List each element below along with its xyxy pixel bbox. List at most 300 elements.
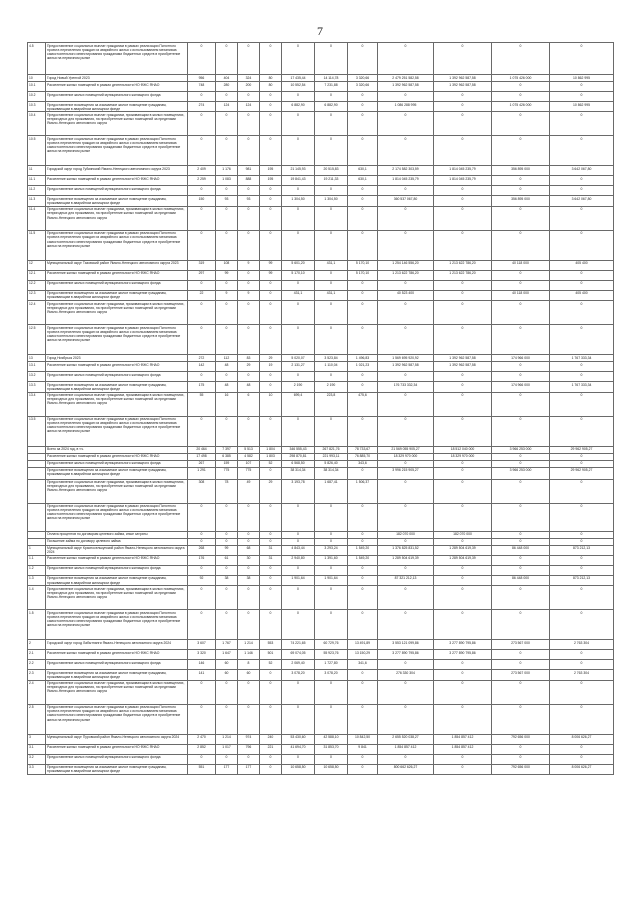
value-cell: 19 211,33 xyxy=(315,176,348,186)
value-cell: 0 xyxy=(260,680,282,704)
value-cell: 0 xyxy=(434,186,492,196)
value-cell: 0 xyxy=(378,460,434,467)
value-cell: 1 086 288 995 xyxy=(378,102,434,112)
value-cell: 0 xyxy=(348,372,378,382)
value-cell: 20 464 xyxy=(188,446,216,453)
value-cell: 630,1 xyxy=(348,166,378,176)
value-cell: 1 803 xyxy=(260,453,282,460)
table-row xyxy=(28,531,614,538)
value-cell: 0 xyxy=(550,416,614,446)
value-cell: 0 xyxy=(378,660,434,670)
value-cell: 1 814 045 235,79 xyxy=(378,176,434,186)
row-number-cell: 13.5 xyxy=(28,416,46,446)
value-cell: 0 xyxy=(434,206,492,230)
value-cell: 0 xyxy=(315,206,348,230)
value-cell: 0 xyxy=(188,186,216,196)
value-cell: 0 xyxy=(348,538,378,545)
value-cell: 5 601,20 xyxy=(282,260,315,270)
row-number-cell: 10.3 xyxy=(28,102,46,112)
value-cell: 0 xyxy=(492,112,550,136)
value-cell: 6 xyxy=(238,392,260,416)
value-cell: 124 xyxy=(216,102,238,112)
value-cell: 1 392 962 587,58 xyxy=(434,82,492,92)
value-cell: 93 xyxy=(216,196,238,206)
row-number-cell: 10.2 xyxy=(28,92,46,102)
value-cell: 0 xyxy=(188,230,216,260)
value-cell: 0 xyxy=(434,290,492,300)
value-cell: 159 xyxy=(216,460,238,467)
value-cell: 10 xyxy=(260,392,282,416)
value-cell: 0 xyxy=(378,704,434,734)
row-label-cell: Город Ноябрьск 2023 xyxy=(46,355,188,362)
value-cell: 0 xyxy=(315,325,348,355)
value-cell: 0 xyxy=(238,704,260,734)
value-cell: 0 xyxy=(492,503,550,531)
table-row xyxy=(28,43,614,75)
value-cell: 0 xyxy=(238,186,260,196)
value-cell: 0 xyxy=(434,503,492,531)
row-number-cell: 11 xyxy=(28,166,46,176)
value-cell: 431,1 xyxy=(282,290,315,300)
value-cell: 13 150,29 xyxy=(348,650,378,660)
value-cell: 1 496,83 xyxy=(348,355,378,362)
value-cell: 0 xyxy=(550,230,614,260)
value-cell: 0 xyxy=(315,136,348,166)
value-cell: 21 569 055 905,27 xyxy=(378,446,434,453)
value-cell: 0 xyxy=(348,196,378,206)
value-cell: 1 814 045 235,79 xyxy=(434,166,492,176)
value-cell: 9 xyxy=(238,260,260,270)
value-cell: 0 xyxy=(550,372,614,382)
value-cell: 6 568,50 xyxy=(282,460,315,467)
value-cell: 1 391,60 xyxy=(315,555,348,565)
value-cell: 0 xyxy=(282,610,315,640)
value-cell: 0 xyxy=(216,754,238,764)
value-cell: 7 397 xyxy=(216,446,238,453)
table-row xyxy=(28,565,614,575)
value-cell: 0 xyxy=(260,280,282,290)
value-cell: 0 xyxy=(216,230,238,260)
row-number-cell: 10 xyxy=(28,75,46,82)
value-cell: 0 xyxy=(348,43,378,75)
value-cell: 3 642 067,80 xyxy=(550,196,614,206)
value-cell: 343,6 xyxy=(348,460,378,467)
value-cell: 0 xyxy=(216,503,238,531)
table-row xyxy=(28,538,614,545)
value-cell: 17 498 xyxy=(188,453,216,460)
value-cell: 1 304,50 xyxy=(315,196,348,206)
value-cell: 5 170,10 xyxy=(348,270,378,280)
table-row xyxy=(28,325,614,355)
value-cell: 0 xyxy=(216,531,238,538)
value-cell: 29 xyxy=(238,362,260,372)
value-cell: 0 xyxy=(550,586,614,610)
value-cell: 1 767 333,34 xyxy=(550,355,614,362)
value-cell: 1 289 504 619,39 xyxy=(434,555,492,565)
value-cell: 1 767 333,34 xyxy=(550,382,614,392)
value-cell: 182 070 000 xyxy=(378,531,434,538)
value-cell: 1 901,64 xyxy=(282,575,315,585)
row-number-cell xyxy=(28,479,46,503)
value-cell: 175 xyxy=(188,382,216,392)
value-cell: 87 321 212,13 xyxy=(378,575,434,585)
value-cell: 356 895 000 xyxy=(492,166,550,176)
value-cell: 0 xyxy=(492,704,550,734)
table-row xyxy=(28,270,614,280)
table-row xyxy=(28,575,614,585)
value-cell: 176 733 332,34 xyxy=(378,382,434,392)
value-cell: 3 607 xyxy=(188,640,216,650)
value-cell: 3 966 253 000 xyxy=(492,467,550,479)
row-label-cell: Предоставление возмещения за изымаемое жилое помещение гражданам, проживающим в аварийном жилищном фонде xyxy=(46,764,188,774)
value-cell: 273 567 000 xyxy=(492,640,550,650)
row-label-cell: Предоставление возмещения за изымаемое жилое помещение гражданам, проживающим в аварийном жилищном фонде xyxy=(46,575,188,585)
value-cell: 0 xyxy=(550,565,614,575)
value-cell: 431,1 xyxy=(315,260,348,270)
value-cell: 0 xyxy=(492,136,550,166)
value-cell: 0 xyxy=(550,503,614,531)
row-label-cell: Предоставление возмещения за изымаемое жилое помещение гражданам, проживающим в аварийном жилищном фонде xyxy=(46,670,188,680)
value-cell: 272 xyxy=(188,355,216,362)
value-cell: 40 523 400 xyxy=(378,290,434,300)
value-cell: 0 xyxy=(348,754,378,764)
value-cell: 0 xyxy=(315,416,348,446)
value-cell: 0 xyxy=(550,270,614,280)
value-cell: 19 xyxy=(260,362,282,372)
table-row xyxy=(28,92,614,102)
table-row xyxy=(28,640,614,650)
value-cell: 551 xyxy=(188,764,216,774)
value-cell: 99 xyxy=(216,545,238,555)
value-cell: 0 xyxy=(492,680,550,704)
value-cell: 0 xyxy=(260,586,282,610)
value-cell: 0 xyxy=(550,325,614,355)
row-number-cell xyxy=(28,467,46,479)
table-row xyxy=(28,166,614,176)
value-cell: 273 567 000 xyxy=(492,670,550,680)
value-cell: 99 xyxy=(260,260,282,270)
value-cell: 10 842,50 xyxy=(348,734,378,744)
value-cell: 6 385 xyxy=(216,453,238,460)
value-cell: 83 xyxy=(238,355,260,362)
value-cell: 13 491,89 xyxy=(348,640,378,650)
value-cell: 146 xyxy=(188,660,216,670)
row-number-cell: 13.4 xyxy=(28,392,46,416)
value-cell: 0 xyxy=(550,744,614,754)
value-cell: 2 655 520 038,27 xyxy=(378,734,434,744)
value-cell: 42 588,10 xyxy=(315,734,348,744)
table-row xyxy=(28,460,614,467)
value-cell: 221 993,11 xyxy=(315,453,348,460)
value-cell: 0 xyxy=(260,565,282,575)
value-cell: 0 xyxy=(315,43,348,75)
value-cell: 0 xyxy=(492,176,550,186)
value-cell: 888 xyxy=(238,176,260,186)
value-cell: 0 xyxy=(550,112,614,136)
value-cell: 0 xyxy=(434,102,492,112)
value-cell: 1 213 622 786,20 xyxy=(434,260,492,270)
row-label-cell: Предоставление социальных выплат гражданам в рамках реализации Пилотного проекта переселения граждан из аварийного жилья с использованием механизма самостоятельного инвестирования гражданами бюджетных средств в приобретение жилья на первичном рынке xyxy=(46,704,188,734)
value-cell: 0 xyxy=(348,280,378,290)
table-row xyxy=(28,670,614,680)
value-cell: 86 448 000 xyxy=(492,545,550,555)
value-cell: 0 xyxy=(188,680,216,704)
table-body xyxy=(28,43,614,775)
value-cell: 0 xyxy=(260,754,282,764)
value-cell: 112 xyxy=(216,355,238,362)
row-number-cell: 1.3 xyxy=(28,575,46,585)
value-cell: 0 xyxy=(188,704,216,734)
value-cell: 177 xyxy=(238,764,260,774)
row-label-cell: Предоставление жилых помещений муниципального жилищного фонда xyxy=(46,460,188,467)
value-cell: 10 862 995 xyxy=(550,102,614,112)
value-cell: 10 658,50 xyxy=(315,764,348,774)
value-cell: 1 254 146 556,20 xyxy=(378,260,434,270)
value-cell: 182 070 000 xyxy=(434,531,492,538)
value-cell: 0 xyxy=(282,280,315,290)
row-number-cell: 10.1 xyxy=(28,82,46,92)
value-cell: 0 xyxy=(282,503,315,531)
value-cell: 0 xyxy=(434,372,492,382)
value-cell: 0 xyxy=(260,43,282,75)
table-row xyxy=(28,82,614,92)
value-cell: 0 xyxy=(260,538,282,545)
row-number-cell: 10.4 xyxy=(28,112,46,136)
value-cell: 0 xyxy=(260,196,282,206)
table-row xyxy=(28,545,614,555)
row-number-cell: 1.5 xyxy=(28,610,46,640)
value-cell: 0 xyxy=(216,680,238,704)
value-cell: 21 145,93 xyxy=(282,166,315,176)
value-cell: 3 193,78 xyxy=(282,479,315,503)
value-cell: 0 xyxy=(216,136,238,166)
table-row xyxy=(28,112,614,136)
value-cell: 0 xyxy=(434,467,492,479)
value-cell: 0 xyxy=(260,92,282,102)
value-cell: 2 479 251 582,58 xyxy=(378,75,434,82)
row-label-cell: Погашение займа по договору целевого займа xyxy=(46,538,188,545)
value-cell: 3 277 890 795,86 xyxy=(434,640,492,650)
value-cell: 0 xyxy=(238,372,260,382)
value-cell: 298 870,81 xyxy=(282,453,315,460)
value-cell: 0 xyxy=(434,280,492,290)
value-cell: 276 330 304 xyxy=(378,670,434,680)
value-cell: 2 852 xyxy=(188,744,216,754)
value-cell: 775 xyxy=(238,467,260,479)
value-cell: 0 xyxy=(492,82,550,92)
row-label-cell: Предоставление возмещения за изымаемое жилое помещение гражданам, проживающим в аварийном жилищном фонде xyxy=(46,290,188,300)
value-cell: 3 642 067,80 xyxy=(550,166,614,176)
table-row xyxy=(28,102,614,112)
value-cell: 0 xyxy=(260,467,282,479)
value-cell: 141 xyxy=(188,670,216,680)
row-number-cell: 2.4 xyxy=(28,680,46,704)
value-cell: 1 392 962 587,58 xyxy=(434,362,492,372)
value-cell: 0 xyxy=(315,186,348,196)
row-number-cell: 12.5 xyxy=(28,325,46,355)
value-cell: 0 xyxy=(348,531,378,538)
row-number-cell: 2.5 xyxy=(28,704,46,734)
value-cell: 0 xyxy=(492,270,550,280)
value-cell: 0 xyxy=(260,136,282,166)
value-cell: 0 xyxy=(492,660,550,670)
value-cell: 60 729,76 xyxy=(315,640,348,650)
row-number-cell: 1.2 xyxy=(28,565,46,575)
value-cell: 792 656 000 xyxy=(492,764,550,774)
value-cell: 195 xyxy=(260,176,282,186)
row-number-cell: 11.5 xyxy=(28,230,46,260)
value-cell: 0 xyxy=(282,136,315,166)
value-cell: 0 xyxy=(492,92,550,102)
value-cell: 60 xyxy=(216,670,238,680)
value-cell: 0 xyxy=(550,362,614,372)
value-cell: 1 506,37 xyxy=(348,479,378,503)
value-cell: 107 xyxy=(238,460,260,467)
value-cell: 0 xyxy=(188,43,216,75)
value-cell: 40 118 000 xyxy=(492,260,550,270)
value-cell: 4 843,44 xyxy=(282,545,315,555)
value-cell: 0 xyxy=(238,206,260,230)
value-cell: 0 xyxy=(434,538,492,545)
value-cell: 0 xyxy=(188,206,216,230)
value-cell: 0 xyxy=(492,43,550,75)
value-cell: 0 xyxy=(550,186,614,196)
value-cell: 0 xyxy=(216,538,238,545)
row-number-cell: 1.4 xyxy=(28,586,46,610)
value-cell: 0 xyxy=(550,82,614,92)
row-number-cell: 11.3 xyxy=(28,196,46,206)
value-cell: 0 xyxy=(282,230,315,260)
value-cell: 0 xyxy=(378,230,434,260)
value-cell: 52 xyxy=(260,660,282,670)
table-row xyxy=(28,372,614,382)
table-row xyxy=(28,392,614,416)
table-row xyxy=(28,467,614,479)
value-cell: 0 xyxy=(434,575,492,585)
value-cell: 55 923,76 xyxy=(315,650,348,660)
value-cell: 6 882,90 xyxy=(282,102,315,112)
value-cell: 0 xyxy=(550,555,614,565)
value-cell: 29 xyxy=(260,479,282,503)
value-cell: 0 xyxy=(434,610,492,640)
value-cell: 8 006 626,27 xyxy=(550,764,614,774)
value-cell: 0 xyxy=(216,301,238,325)
value-cell: 553 xyxy=(260,640,282,650)
value-cell: 0 xyxy=(492,416,550,446)
value-cell: 3 293,24 xyxy=(315,545,348,555)
value-cell: 174 966 000 xyxy=(492,382,550,392)
table-row xyxy=(28,75,614,82)
row-label-cell: Предоставление жилых помещений муниципального жилищного фонда xyxy=(46,754,188,764)
row-label-cell: Предоставление социальных выплат гражданам, проживающим в жилых помещениях, непригодных для проживания, на приобретение жилых помещений за пределами Ямало-Ненецкого автономного округа xyxy=(46,479,188,503)
value-cell: 0 xyxy=(434,92,492,102)
value-cell: 2 069,40 xyxy=(282,660,315,670)
row-number-cell: 1.1 xyxy=(28,555,46,565)
value-cell: 0 xyxy=(315,531,348,538)
value-cell: 48 xyxy=(216,362,238,372)
row-number-cell: 4.5 xyxy=(28,43,46,75)
value-cell: 0 xyxy=(282,680,315,704)
value-cell: 0 xyxy=(434,660,492,670)
value-cell: 31 853,70 xyxy=(315,744,348,754)
row-number-cell: 10.5 xyxy=(28,136,46,166)
value-cell: 0 xyxy=(348,325,378,355)
value-cell: 0 xyxy=(348,102,378,112)
value-cell: 0 xyxy=(260,372,282,382)
value-cell: 0 xyxy=(378,416,434,446)
row-number-cell xyxy=(28,538,46,545)
value-cell: 0 xyxy=(550,176,614,186)
value-cell: 0 xyxy=(348,92,378,102)
row-label-cell: Городской округ город Губкинский Ямало-Ненецкого автономного округа 2023 xyxy=(46,166,188,176)
value-cell: 0 xyxy=(434,230,492,260)
value-cell: 0 xyxy=(260,301,282,325)
value-cell: 0 xyxy=(188,92,216,102)
value-cell: 0 xyxy=(434,565,492,575)
value-cell: 3 523,84 xyxy=(315,355,348,362)
value-cell: 93 xyxy=(238,196,260,206)
row-number-cell: 12.2 xyxy=(28,280,46,290)
value-cell: 78 xyxy=(216,479,238,503)
value-cell: 52 xyxy=(260,460,282,467)
row-number-cell: 2 xyxy=(28,640,46,650)
value-cell: 0 xyxy=(378,136,434,166)
value-cell: 150 xyxy=(188,196,216,206)
value-cell: 0 xyxy=(315,503,348,531)
value-cell: 0 xyxy=(260,325,282,355)
row-label-cell: Расселение жилых помещений в рамках деятельности НО ФЖС ЯНАО xyxy=(46,82,188,92)
value-cell: 19 841,43 xyxy=(282,176,315,186)
value-cell: 7 231,88 xyxy=(315,82,348,92)
value-cell: 0 xyxy=(188,531,216,538)
row-label-cell: Предоставление жилых помещений муниципального жилищного фонда xyxy=(46,660,188,670)
value-cell: 267 821,76 xyxy=(315,446,348,453)
value-cell: 142 xyxy=(188,362,216,372)
value-cell: 0 xyxy=(315,301,348,325)
value-cell: 1 083 xyxy=(216,176,238,186)
value-cell: 0 xyxy=(434,704,492,734)
value-cell: 0 xyxy=(188,280,216,290)
value-cell: 0 xyxy=(282,565,315,575)
value-cell: 3 996 215 905,27 xyxy=(378,467,434,479)
value-cell: 0 xyxy=(188,503,216,531)
value-cell: 0 xyxy=(188,586,216,610)
value-cell: 0 xyxy=(348,136,378,166)
resettlement-table xyxy=(27,42,614,775)
value-cell: 0 xyxy=(492,453,550,460)
value-cell: 1 017 xyxy=(216,744,238,754)
value-cell: 0 xyxy=(348,704,378,734)
value-cell: 0 xyxy=(216,186,238,196)
value-cell: 0 xyxy=(216,280,238,290)
value-cell: 1 213 622 786,20 xyxy=(378,270,434,280)
value-cell: 0 xyxy=(282,186,315,196)
value-cell: 0 xyxy=(378,754,434,764)
value-cell: 0 xyxy=(188,538,216,545)
row-label-cell: Всего за 2024 год, в т.ч. xyxy=(46,446,188,453)
table-row xyxy=(28,196,614,206)
value-cell: 1 376 825 831,52 xyxy=(378,545,434,555)
row-label-cell: Расселение жилых помещений в рамках деятельности НО ФЖС ЯНАО xyxy=(46,176,188,186)
value-cell: 0 xyxy=(260,382,282,392)
value-cell: 0 xyxy=(550,680,614,704)
table-row xyxy=(28,754,614,764)
value-cell: 0 xyxy=(378,565,434,575)
value-cell: 748 xyxy=(188,82,216,92)
value-cell: 0 xyxy=(378,325,434,355)
row-number-cell: 1 xyxy=(28,545,46,555)
value-cell: 38 xyxy=(238,575,260,585)
